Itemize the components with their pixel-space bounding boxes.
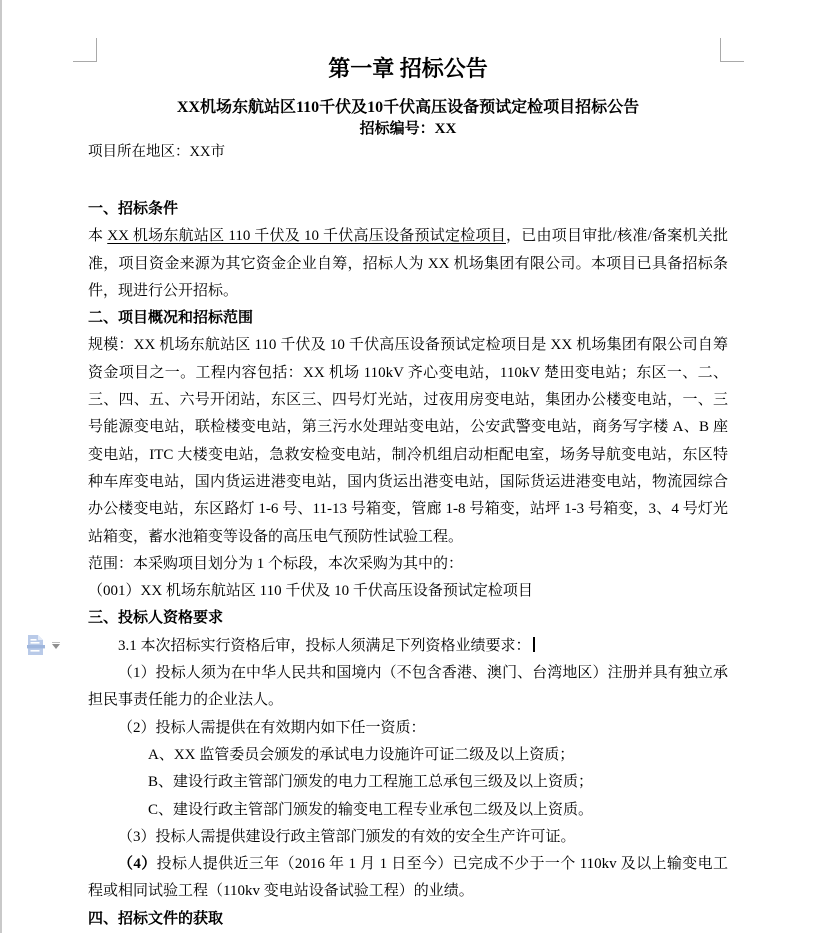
section-3-intro-text: 3.1 本次招标实行资格后审，投标人须满足下列资格业绩要求：	[118, 637, 531, 654]
tender-number: 招标编号：XX	[359, 121, 457, 137]
section-1-body	[88, 223, 728, 305]
window-left-edge	[0, 0, 2, 933]
qualification-item-2: （2）投标人需提供在有效期内如下任一资质：	[118, 719, 426, 736]
qualification-item-2b: B、建设行政主管部门颁发的电力工程施工总承包三级及以上资质；	[148, 774, 594, 791]
section-1-heading: 一、招标条件	[88, 201, 179, 217]
chapter-title: 第一章 招标公告	[328, 56, 488, 81]
qualification-item-2c: C、建设行政主管部门颁发的输变电工程专业承包二级及以上资质。	[148, 801, 594, 818]
underlined-project-name: XX 机场东航站区 110 千伏及 10 千伏高压设备预试定检项目	[107, 228, 506, 245]
section-1-body-prefix: 本	[88, 228, 108, 245]
section-2-lot-item: （001）XX 机场东航站区 110 千伏及 10 千伏高压设备预试定检项目	[88, 583, 533, 600]
section-3-heading: 三、投标人资格要求	[88, 610, 224, 627]
project-location: 项目所在地区：XX市	[88, 144, 225, 160]
qualification-item-4	[88, 851, 728, 906]
chevron-down-icon	[52, 644, 60, 649]
paste-clipboard-icon	[27, 634, 45, 656]
project-title: XX机场东航站区110千伏及10千伏高压设备预试定检项目招标公告	[176, 99, 640, 116]
qualification-item-1: （1）投标人须为在中华人民共和国境内（不包含香港、澳门、台湾地区）注册并具有独立承担民事责任能力的企业法人。	[88, 665, 728, 709]
section-3-intro	[88, 633, 728, 660]
section-2-scope-paragraph: 范围：本采购项目划分为 1 个标段，本次采购为其中的：	[88, 555, 464, 572]
section-4-heading: 四、招标文件的获取	[88, 910, 224, 927]
qualification-item-4-label: （4）	[118, 856, 157, 873]
qualification-item-2a: A、XX 监管委员会颁发的承试电力设施许可证二级及以上资质；	[148, 746, 575, 763]
document-page[interactable]	[88, 52, 728, 933]
section-1-body-suffix: ，已由项目审批/核准/备案机关批准，项目资金来源为其它资金企业自筹，招标人为 XX 机场集团有限公司。本项目已具备招标条件，现进行公开招标。	[88, 228, 728, 299]
text-cursor	[533, 637, 535, 652]
section-2-heading: 二、项目概况和招标范围	[88, 310, 254, 327]
qualification-item-4-text: 投标人提供近三年（2016 年 1 月 1 日至今）已完成不少于一个 110kv 及以上输变电工程或相同试验工程（110kv 变电站设备试验工程）的业绩。	[88, 856, 728, 900]
blank-line	[88, 164, 728, 196]
qualification-item-3: （3）投标人需提供建设行政主管部门颁发的有效的安全生产许可证。	[118, 828, 576, 845]
section-2-scale-paragraph: 规模：XX 机场东航站区 110 千伏及 10 千伏高压设备预试定检项目是 XX 机场集团有限公司自筹资金项目之一。工程内容包括：XX 机场 110kV 齐心变电站，110kV 楚田变电站；东区一、二、三、四、五、六号开闭站，东区三、四号灯光站，过夜用房变电站，集团办公楼变电站，一、三号能源变电站，联检楼变电站，第三污水处理站变电站，公安武警变电站，商务写字楼 A、B 座变电站，ITC 大楼变电站，急救安检变电站，制冷机组启动柜配电室，场务导航变电站，东区特种车库变电站，国内货运进港变电站，国内货运出港变电站，国际货运进港变电站，物流园综合办公楼变电站，东区路灯 1-6 号、11-13 号箱变，管廊 1-8 号箱变，站坪 1-3 号箱变，3、4 号灯光站箱变，蓄水池箱变等设备的高压电气预防性试验工程。	[88, 337, 728, 545]
paste-options-button[interactable]	[27, 634, 65, 660]
